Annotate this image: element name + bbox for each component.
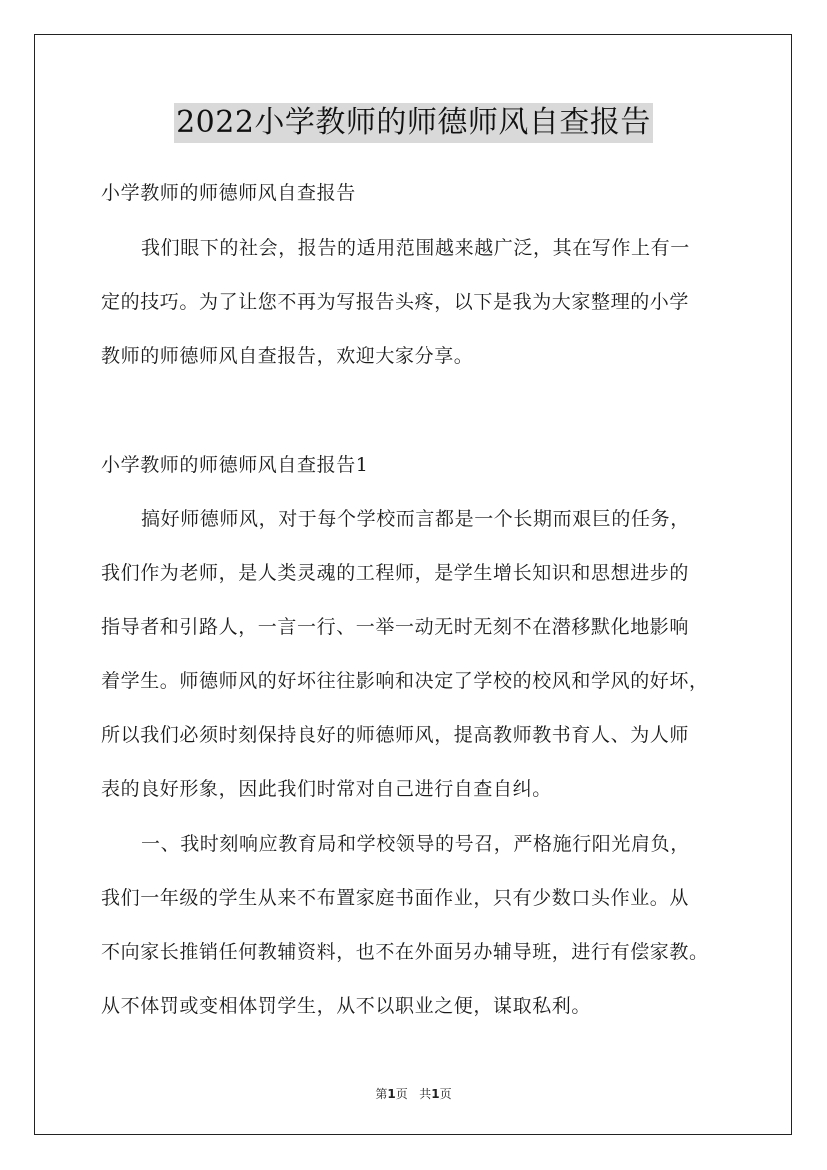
text-line: 我们作为老师，是人类灵魂的工程师，是学生增长知识和思想进步的 — [101, 562, 690, 584]
text-line: 不向家长推销任何教辅资料，也不在外面另办辅导班，进行有偿家教。 — [101, 941, 709, 963]
page-suffix: 页 — [395, 1087, 408, 1101]
text-line: 定的技巧。为了让您不再为写报告头疼，以下是我为大家整理的小学 — [101, 291, 690, 313]
total-prefix: 共 — [419, 1087, 432, 1101]
text-line: 教师的师德师风自查报告，欢迎大家分享。 — [101, 345, 474, 367]
page-total: 1 — [431, 1087, 440, 1101]
total-suffix: 页 — [439, 1087, 452, 1101]
text-line: 搞好师德师风，对于每个学校而言都是一个长期而艰巨的任务， — [141, 508, 690, 530]
title-container — [0, 103, 827, 143]
text-line: 小学教师的师德师风自查报告1 — [101, 454, 369, 476]
text-line: 所以我们必须时刻保持良好的师德师风，提高教师教书育人、为人师 — [101, 724, 690, 746]
page-prefix: 第 — [375, 1087, 388, 1101]
text-line: 我们一年级的学生从来不布置家庭书面作业，只有少数口头作业。从 — [101, 887, 690, 909]
document-title: 2022小学教师的师德师风自查报告 — [174, 103, 653, 143]
text-line: 表的良好形象，因此我们时常对自己进行自查自纠。 — [101, 778, 552, 800]
text-line: 从不体罚或变相体罚学生，从不以职业之便，谋取私利。 — [101, 995, 592, 1017]
page-footer — [0, 1085, 827, 1102]
text-line: 一、我时刻响应教育局和学校领导的号召，严格施行阳光肩负， — [141, 833, 690, 855]
text-line: 指导者和引路人，一言一行、一举一动无时无刻不在潜移默化地影响 — [101, 616, 690, 638]
text-line: 着学生。师德师风的好坏往往影响和决定了学校的校风和学风的好坏， — [101, 670, 709, 692]
page-current: 1 — [387, 1087, 396, 1101]
text-line: 我们眼下的社会，报告的适用范围越来越广泛，其在写作上有一 — [141, 237, 690, 259]
text-line: 小学教师的师德师风自查报告 — [101, 182, 356, 204]
